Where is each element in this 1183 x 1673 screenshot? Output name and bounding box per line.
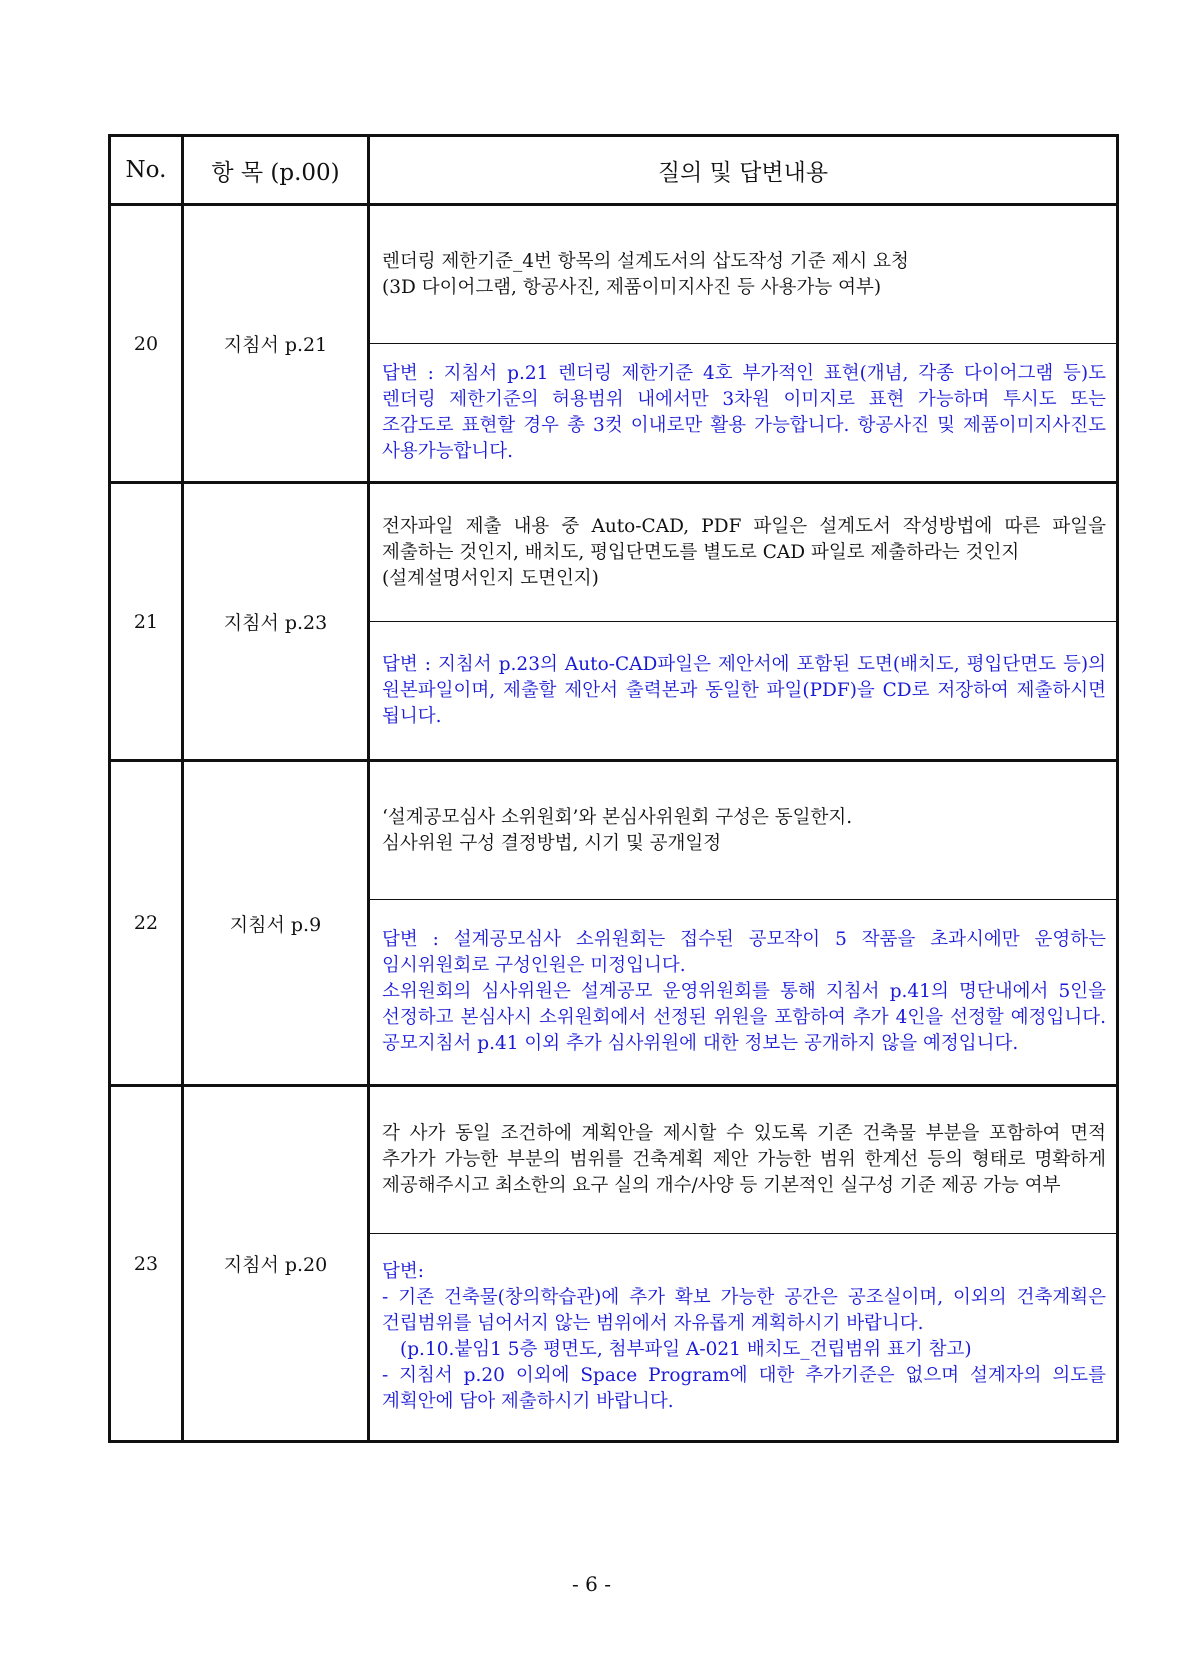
row-number: 21 xyxy=(110,483,183,761)
question-cell xyxy=(369,761,1118,900)
answer-text: 답변 : 지침서 p.23의 Auto-CAD파일은 제안서에 포함된 도면(배치도, 평입단면도 등)의 원본파일이며, 제출할 제안서 출력본과 동일한 파일(PDF)을 CD로 저장하여 제출하시면 됩니다. xyxy=(382,653,1106,727)
table-row xyxy=(110,205,1118,344)
header-no: No. xyxy=(110,136,183,205)
question-text: 렌더링 제한기준_4번 항목의 설계도서의 삽도작성 기준 제시 요청 (3D 다이어그램, 항공사진, 제품이미지사진 등 사용가능 여부) xyxy=(382,250,909,298)
row-item: 지침서 p.23 xyxy=(183,483,369,761)
table-row xyxy=(110,483,1118,622)
question-cell xyxy=(369,483,1118,622)
answer-text: 답변: - 기존 건축물(창의학습관)에 추가 확보 가능한 공간은 공조실이며, 이외의 건축계획은 건립범위를 넘어서지 않는 범위에서 자유롭게 계획하시기 바랍니다. (p.10.붙임1 5층 평면도, 첨부파일 A-021 배치도_건립범위 표기 참고) - 지침서 p.20 이외에 Space Program에 대한 추가기준은 없으며 설계자의 의도를 계획안에 담아 제출하시기 바랍니다. xyxy=(382,1261,1106,1412)
answer-cell xyxy=(369,622,1118,761)
question-cell xyxy=(369,205,1118,344)
question-text: ‘설계공모심사 소위원회’와 본심사위원회 구성은 동일한지. 심사위원 구성 결정방법, 시기 및 공개일정 xyxy=(382,806,853,854)
question-text: 전자파일 제출 내용 중 Auto-CAD, PDF 파일은 설계도서 작성방법에 따른 파일을 제출하는 것인지, 배치도, 평입단면도를 별도로 CAD 파일로 제출하라는 것인지 (설계설명서인지 도면인지) xyxy=(382,515,1106,589)
row-number: 23 xyxy=(110,1086,183,1442)
answer-cell xyxy=(369,1234,1118,1442)
qa-table xyxy=(108,134,1119,1443)
row-item: 지침서 p.20 xyxy=(183,1086,369,1442)
answer-cell xyxy=(369,900,1118,1086)
header-item: 항 목 (p.00) xyxy=(183,136,369,205)
header-content: 질의 및 답변내용 xyxy=(369,136,1118,205)
answer-text: 답변 : 설계공모심사 소위원회는 접수된 공모작이 5 작품을 초과시에만 운영하는 임시위원회로 구성인원은 미정입니다. 소위원회의 심사위원은 설계공모 운영위원회를 통해 지침서 p.41의 명단내에서 5인을 선정하고 본심사시 소위원회에서 선정된 위원을 포함하여 추가 4인을 선정할 예정입니다. 공모지침서 p.41 이외 추가 심사위원에 대한 정보는 공개하지 않을 예정입니다. xyxy=(382,929,1106,1054)
row-item: 지침서 p.21 xyxy=(183,205,369,483)
answer-cell xyxy=(369,344,1118,483)
table-row xyxy=(110,761,1118,900)
answer-text: 답변 : 지침서 p.21 렌더링 제한기준 4호 부가적인 표현(개념, 각종 다이어그램 등)도 렌더링 제한기준의 허용범위 내에서만 3차원 이미지로 표현 가능하며 투시도 또는 조감도로 표현할 경우 총 3컷 이내로만 활용 가능합니다. 항공사진 및 제품이미지사진도 사용가능합니다. xyxy=(382,362,1106,462)
table-row xyxy=(110,1086,1118,1234)
question-text: 각 사가 동일 조건하에 계획안을 제시할 수 있도록 기존 건축물 부분을 포함하여 면적 추가가 가능한 부분의 범위를 건축계획 제안 가능한 범위 한계선 등의 형태로 명확하게 제공해주시고 최소한의 요구 실의 개수/사양 등 기본적인 실구성 기준 제공 가능 여부 xyxy=(382,1123,1106,1196)
row-number: 20 xyxy=(110,205,183,483)
page-number: - 6 - xyxy=(572,1572,611,1596)
row-item: 지침서 p.9 xyxy=(183,761,369,1086)
row-number: 22 xyxy=(110,761,183,1086)
question-cell xyxy=(369,1086,1118,1234)
table-header xyxy=(110,136,1118,205)
